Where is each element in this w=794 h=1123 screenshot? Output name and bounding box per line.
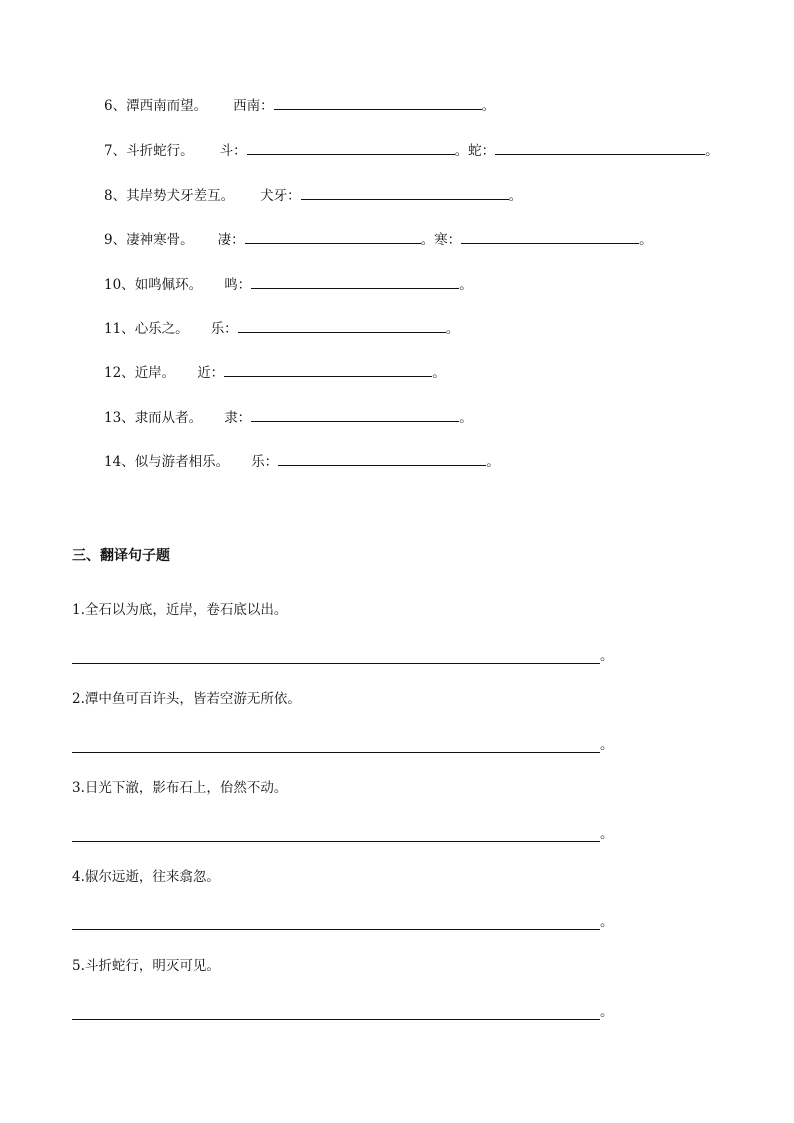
item-9: 9、凄神寒骨。 凄： 。寒： 。 bbox=[104, 232, 653, 248]
translation-question-5: 5.斗折蛇行，明灭可见。 bbox=[72, 958, 220, 974]
item-term-2: 蛇： bbox=[468, 143, 496, 159]
translation-question-4: 4.俶尔远逝，往来翕忽。 bbox=[72, 869, 220, 885]
item-6: 6、潭西南而望。 西南： 。 bbox=[104, 98, 496, 114]
answer-line[interactable] bbox=[72, 928, 600, 930]
item-term: 隶： bbox=[224, 410, 252, 426]
answer-blank[interactable] bbox=[251, 276, 459, 289]
translation-question-3: 3.日光下澈，影布石上，佁然不动。 bbox=[72, 780, 288, 796]
answer-line[interactable] bbox=[72, 1018, 600, 1020]
section-heading: 三、翻译句子题 bbox=[72, 548, 170, 564]
item-term: 斗： bbox=[219, 143, 247, 159]
item-10: 10、如鸣佩环。 鸣： 。 bbox=[104, 277, 473, 293]
answer-line[interactable] bbox=[72, 662, 600, 664]
item-13: 13、隶而从者。 隶： 。 bbox=[104, 410, 473, 426]
answer-blank-2[interactable] bbox=[461, 231, 639, 244]
answer-blank-2[interactable] bbox=[495, 142, 705, 155]
item-11: 11、心乐之。 乐： 。 bbox=[104, 321, 460, 337]
item-sentence: 心乐之。 bbox=[134, 321, 189, 337]
answer-blank[interactable] bbox=[247, 142, 455, 155]
translation-question-2: 2.潭中鱼可百许头，皆若空游无所依。 bbox=[72, 691, 301, 707]
item-sentence: 近岸。 bbox=[134, 365, 176, 381]
item-number: 10、 bbox=[104, 277, 135, 293]
item-term-2: 寒： bbox=[434, 232, 462, 248]
answer-blank[interactable] bbox=[224, 364, 432, 377]
item-sentence: 凄神寒骨。 bbox=[126, 232, 194, 248]
item-term: 西南： bbox=[233, 98, 274, 114]
item-12: 12、近岸。 近： 。 bbox=[104, 365, 446, 381]
item-sentence: 其岸势犬牙差互。 bbox=[126, 188, 235, 204]
item-sentence: 隶而从者。 bbox=[134, 410, 203, 426]
answer-blank[interactable] bbox=[251, 409, 459, 422]
item-number: 13、 bbox=[104, 410, 135, 426]
item-sentence: 如鸣佩环。 bbox=[134, 277, 203, 293]
answer-blank[interactable] bbox=[274, 97, 482, 110]
answer-blank[interactable] bbox=[301, 187, 509, 200]
translation-answer-1: 。 bbox=[72, 644, 614, 664]
item-number: 8、 bbox=[104, 188, 127, 204]
answer-line[interactable] bbox=[72, 751, 600, 753]
item-term: 近： bbox=[197, 365, 225, 381]
item-number: 14、 bbox=[104, 454, 135, 470]
item-term: 凄： bbox=[217, 232, 245, 248]
translation-answer-5: 。 bbox=[72, 1000, 614, 1020]
item-sentence: 潭西南而望。 bbox=[126, 98, 208, 114]
item-14: 14、似与游者相乐。 乐： 。 bbox=[104, 454, 500, 470]
item-sentence: 斗折蛇行。 bbox=[126, 143, 194, 159]
item-term: 乐： bbox=[210, 321, 238, 337]
item-number: 6、 bbox=[104, 98, 127, 114]
item-8: 8、其岸势犬牙差互。 犬牙： 。 bbox=[104, 188, 523, 204]
answer-line[interactable] bbox=[72, 840, 600, 842]
item-number: 9、 bbox=[104, 232, 127, 248]
item-7: 7、斗折蛇行。 斗： 。蛇： 。 bbox=[104, 143, 719, 159]
item-number: 12、 bbox=[104, 365, 135, 381]
item-term: 鸣： bbox=[224, 277, 252, 293]
item-number: 11、 bbox=[104, 321, 135, 337]
answer-blank[interactable] bbox=[245, 231, 421, 244]
answer-blank[interactable] bbox=[238, 320, 446, 333]
item-term: 犬牙： bbox=[260, 188, 301, 204]
item-term: 乐： bbox=[251, 454, 279, 470]
translation-question-1: 1.全石以为底，近岸，卷石底以出。 bbox=[72, 602, 288, 618]
translation-answer-4: 。 bbox=[72, 910, 614, 930]
translation-answer-2: 。 bbox=[72, 733, 614, 753]
item-number: 7、 bbox=[104, 143, 127, 159]
item-sentence: 似与游者相乐。 bbox=[134, 454, 230, 470]
answer-blank[interactable] bbox=[278, 453, 486, 466]
translation-answer-3: 。 bbox=[72, 822, 614, 842]
